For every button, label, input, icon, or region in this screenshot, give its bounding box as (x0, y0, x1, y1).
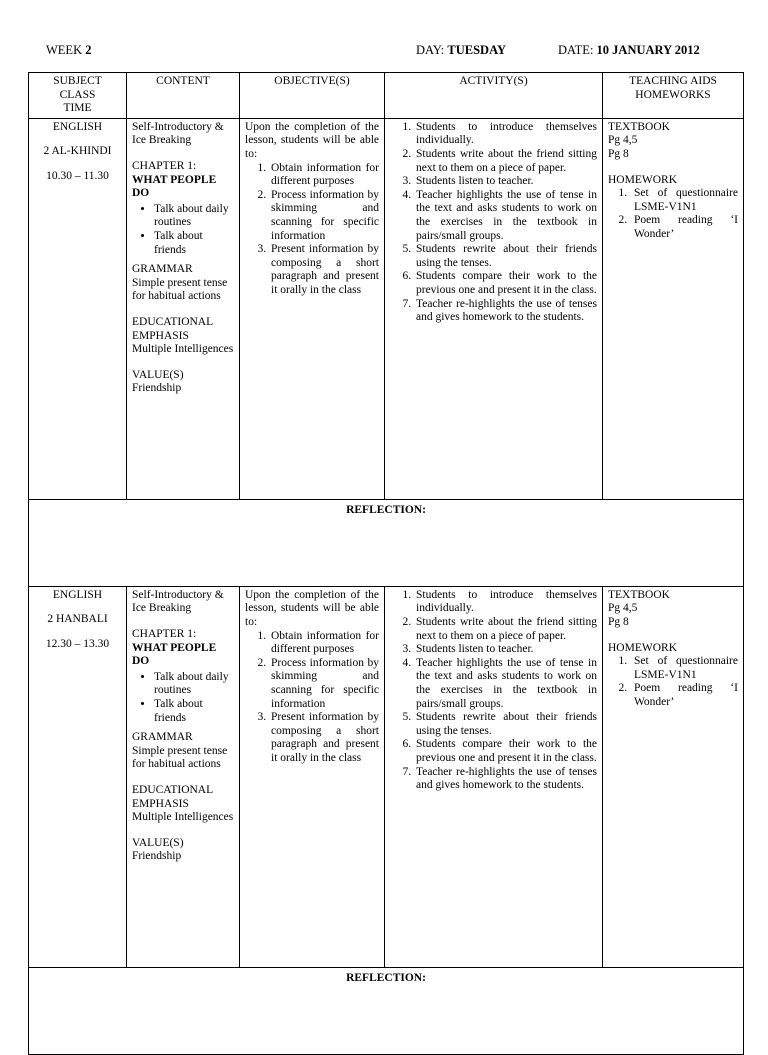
aids-cell (603, 118, 744, 499)
textbook-label: TEXTBOOK (608, 588, 670, 601)
content-bullets (132, 203, 234, 257)
list-item: 2. Students write about the friend sitting next to them on a piece of paper. (414, 616, 597, 643)
list-item: 1. Students to introduce themselves individually. (414, 121, 597, 148)
date-field: DATE: 10 JANUARY 2012 (558, 43, 700, 57)
table-header-row (29, 73, 744, 119)
week-field: WEEK 2 (46, 43, 92, 57)
lesson-plan-table (28, 72, 744, 1055)
grammar-text: Simple present tense for habitual actions (132, 276, 228, 303)
column-header-content: CONTENT (127, 73, 240, 119)
textbook-pages (608, 602, 738, 629)
content-bullets (132, 671, 234, 725)
objectives-intro: Upon the completion of the lesson, students will be able to: (245, 588, 379, 628)
values-label: VALUE(S) (132, 368, 184, 381)
subject-name: ENGLISH (52, 120, 103, 133)
objectives-list (245, 162, 379, 298)
page-header (0, 43, 768, 61)
activities-cell (385, 586, 603, 967)
emphasis-label: EDUCATIONAL EMPHASIS (132, 315, 213, 342)
emphasis-text: Multiple Intelligences (132, 811, 234, 824)
textbook-label: TEXTBOOK (608, 120, 670, 133)
objectives-intro: Upon the completion of the lesson, students will be able to: (245, 120, 379, 160)
list-item: 2. Poem reading ‘I Wonder’ (630, 214, 738, 241)
homework-list (608, 655, 738, 709)
list-item: 1. Set of questionnaire LSME-V1N1 (630, 655, 738, 682)
chapter-title: WHAT PEOPLE DO (132, 173, 217, 200)
list-item: Pg 8 (608, 147, 629, 160)
grammar-label: GRAMMAR (132, 263, 193, 276)
objectives-list (245, 630, 379, 766)
chapter-label: CHAPTER 1: (132, 159, 197, 172)
activities-list (390, 589, 597, 793)
list-item: 4. Teacher highlights the use of tense in the text and asks students to work on the exercises in the textbook in pairs/small groups. (414, 657, 597, 711)
homework-label: HOMEWORK (608, 641, 677, 654)
list-item: 6. Students compare their work to the previous one and present it in the class. (414, 738, 597, 765)
values-label: VALUE(S) (132, 836, 184, 849)
grammar-label: GRAMMAR (132, 731, 193, 744)
homework-label: HOMEWORK (608, 173, 677, 186)
class-name: 2 HANBALI (47, 613, 108, 626)
list-item: 4. Teacher highlights the use of tense in the text and asks students to work on the exercises in the textbook in pairs/small groups. (414, 189, 597, 243)
lesson-time: 12.30 – 13.30 (45, 637, 110, 650)
reflection-cell: REFLECTION: (29, 967, 744, 1054)
lesson-time: 10.30 – 11.30 (46, 169, 109, 182)
content-cell (127, 118, 240, 499)
chapter-title: WHAT PEOPLE DO (132, 641, 217, 668)
subject-cell (29, 118, 127, 499)
list-item: 2. Students write about the friend sitting next to them on a piece of paper. (414, 148, 597, 175)
list-item: Pg 8 (608, 615, 629, 628)
subject-name: ENGLISH (52, 588, 103, 601)
list-item: • Talk about friends (154, 698, 234, 725)
list-item: 7. Teacher re-highlights the use of tenses and gives homework to the students. (414, 298, 597, 325)
textbook-pages (608, 134, 738, 161)
values-text: Friendship (132, 850, 182, 863)
list-item: Pg 4,5 (608, 602, 638, 615)
column-header-activities: ACTIVITY(S) (385, 73, 603, 119)
homework-list (608, 187, 738, 241)
list-item: 1. Students to introduce themselves individually. (414, 589, 597, 616)
list-item: 7. Teacher re-highlights the use of tenses and gives homework to the students. (414, 766, 597, 793)
reflection-row (29, 499, 744, 586)
list-item: 6. Students compare their work to the previous one and present it in the class. (414, 270, 597, 297)
day-field: DAY: TUESDAY (416, 43, 506, 57)
aids-cell (603, 586, 744, 967)
list-item: 5. Students rewrite about their friends using the tenses. (414, 243, 597, 270)
reflection-cell: REFLECTION: (29, 499, 744, 586)
list-item: 3. Present information by composing a short paragraph and present it orally in the class (269, 243, 379, 297)
activities-cell (385, 118, 603, 499)
emphasis-text: Multiple Intelligences (132, 343, 234, 356)
emphasis-label: EDUCATIONAL EMPHASIS (132, 783, 213, 810)
list-item: Pg 4,5 (608, 134, 638, 147)
list-item: • Talk about friends (154, 230, 234, 257)
reflection-row (29, 967, 744, 1054)
column-header-subject: SUBJECT CLASS TIME (29, 73, 127, 119)
subject-cell (29, 586, 127, 967)
column-header-objectives: OBJECTIVE(S) (240, 73, 385, 119)
content-topic: Self-Introductory & Ice Breaking (132, 588, 224, 615)
list-item: 3. Students listen to teacher. (414, 175, 597, 189)
objectives-cell (240, 118, 385, 499)
list-item: 3. Present information by composing a short paragraph and present it orally in the class (269, 711, 379, 765)
activities-list (390, 121, 597, 325)
grammar-text: Simple present tense for habitual actions (132, 744, 228, 771)
list-item: 1. Set of questionnaire LSME-V1N1 (630, 187, 738, 214)
lesson-row (29, 586, 744, 967)
content-cell (127, 586, 240, 967)
list-item: • Talk about daily routines (154, 671, 234, 698)
list-item: 2. Poem reading ‘I Wonder’ (630, 682, 738, 709)
column-header-aids: TEACHING AIDS HOMEWORKS (603, 73, 744, 119)
values-text: Friendship (132, 382, 182, 395)
list-item: 1. Obtain information for different purposes (269, 630, 379, 657)
list-item: 5. Students rewrite about their friends using the tenses. (414, 711, 597, 738)
list-item: 2. Process information by skimming and scanning for specific information (269, 657, 379, 711)
list-item: 2. Process information by skimming and scanning for specific information (269, 189, 379, 243)
objectives-cell (240, 586, 385, 967)
content-topic: Self-Introductory & Ice Breaking (132, 120, 224, 147)
list-item: • Talk about daily routines (154, 203, 234, 230)
class-name: 2 AL-KHINDI (43, 145, 112, 158)
lesson-row (29, 118, 744, 499)
chapter-label: CHAPTER 1: (132, 627, 197, 640)
list-item: 3. Students listen to teacher. (414, 643, 597, 657)
list-item: 1. Obtain information for different purposes (269, 162, 379, 189)
